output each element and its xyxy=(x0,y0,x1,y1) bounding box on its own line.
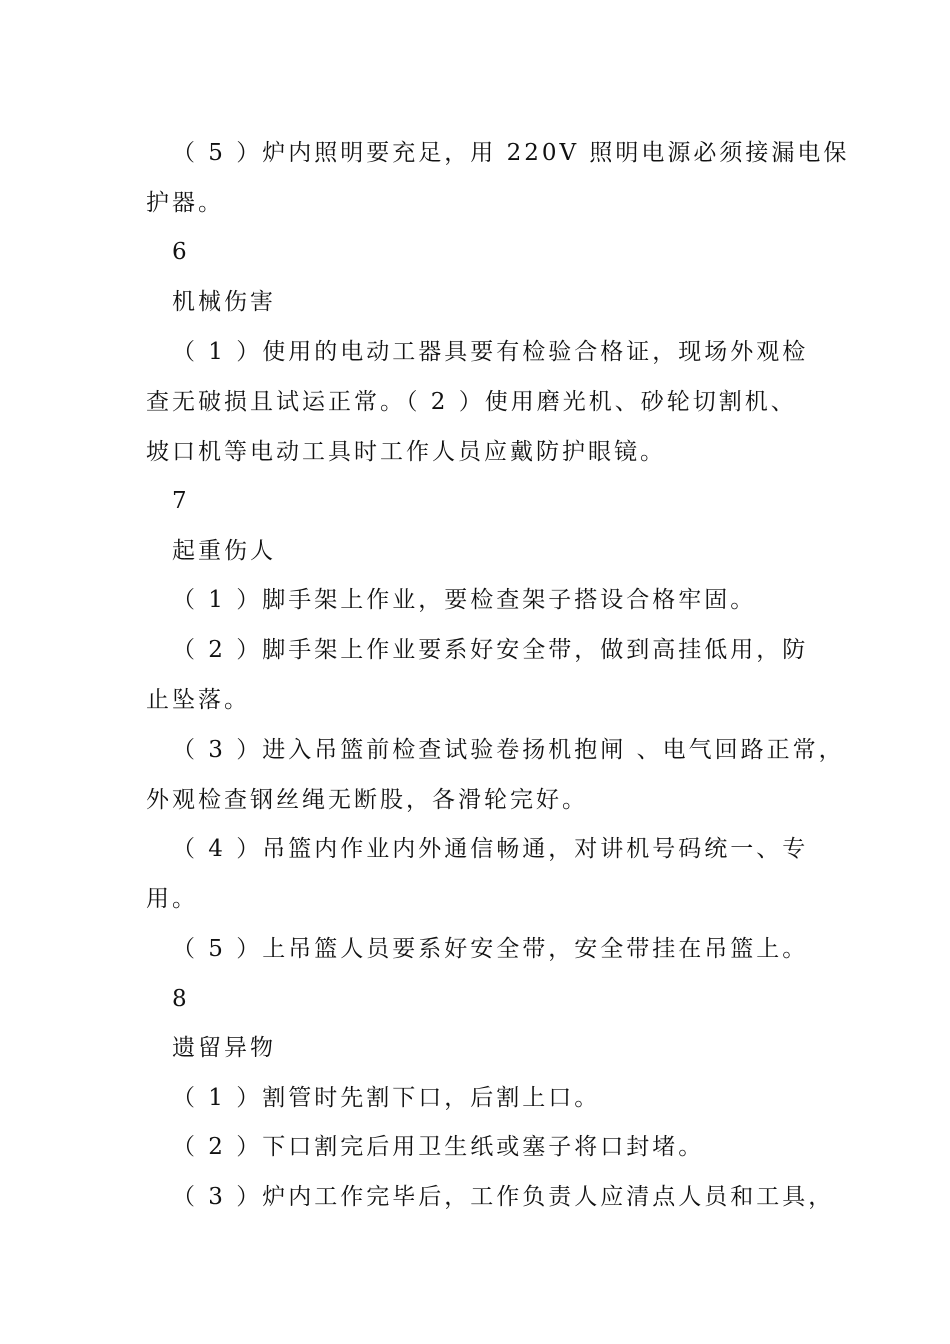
paragraph-line: （ 1 ）脚手架上作业，要检查架子搭设合格牢固。 xyxy=(172,587,757,613)
paragraph-line: （ 2 ）下口割完后用卫生纸或塞子将口封堵。 xyxy=(172,1134,705,1160)
section-heading: 遗留异物 xyxy=(172,1035,276,1061)
section-heading: 机械伤害 xyxy=(172,289,276,315)
paragraph-line: （ 3 ）炉内工作完毕后，工作负责人应清点人员和工具， xyxy=(172,1184,835,1210)
paragraph-line: 护器。 xyxy=(146,190,224,216)
paragraph-line: 外观检查钢丝绳无断股，各滑轮完好。 xyxy=(146,787,588,813)
paragraph-line: 止坠落。 xyxy=(146,687,250,713)
paragraph-line: 用。 xyxy=(146,886,198,912)
paragraph-line: （ 5 ）炉内照明要充足，用 220V 照明电源必须接漏电保 xyxy=(172,140,850,166)
paragraph-line: 查无破损且试运正常。（ 2 ）使用磨光机、砂轮切割机、 xyxy=(146,389,797,415)
paragraph-line: （ 2 ）脚手架上作业要系好安全带，做到高挂低用，防 xyxy=(172,637,809,663)
paragraph-line: （ 1 ）割管时先割下口，后割上口。 xyxy=(172,1085,601,1111)
section-number: 7 xyxy=(172,488,190,514)
section-heading: 起重伤人 xyxy=(172,538,276,564)
paragraph-line: 坡口机等电动工具时工作人员应戴防护眼镜。 xyxy=(146,439,666,465)
paragraph-line: （ 3 ）进入吊篮前检查试验卷扬机抱闸 、电气回路正常， xyxy=(172,737,845,763)
section-number: 6 xyxy=(172,239,190,265)
section-number: 8 xyxy=(172,986,190,1012)
paragraph-line: （ 1 ）使用的电动工器具要有检验合格证，现场外观检 xyxy=(172,339,809,365)
paragraph-line: （ 5 ）上吊篮人员要系好安全带，安全带挂在吊篮上。 xyxy=(172,936,809,962)
paragraph-line: （ 4 ）吊篮内作业内外通信畅通，对讲机号码统一、专 xyxy=(172,836,809,862)
